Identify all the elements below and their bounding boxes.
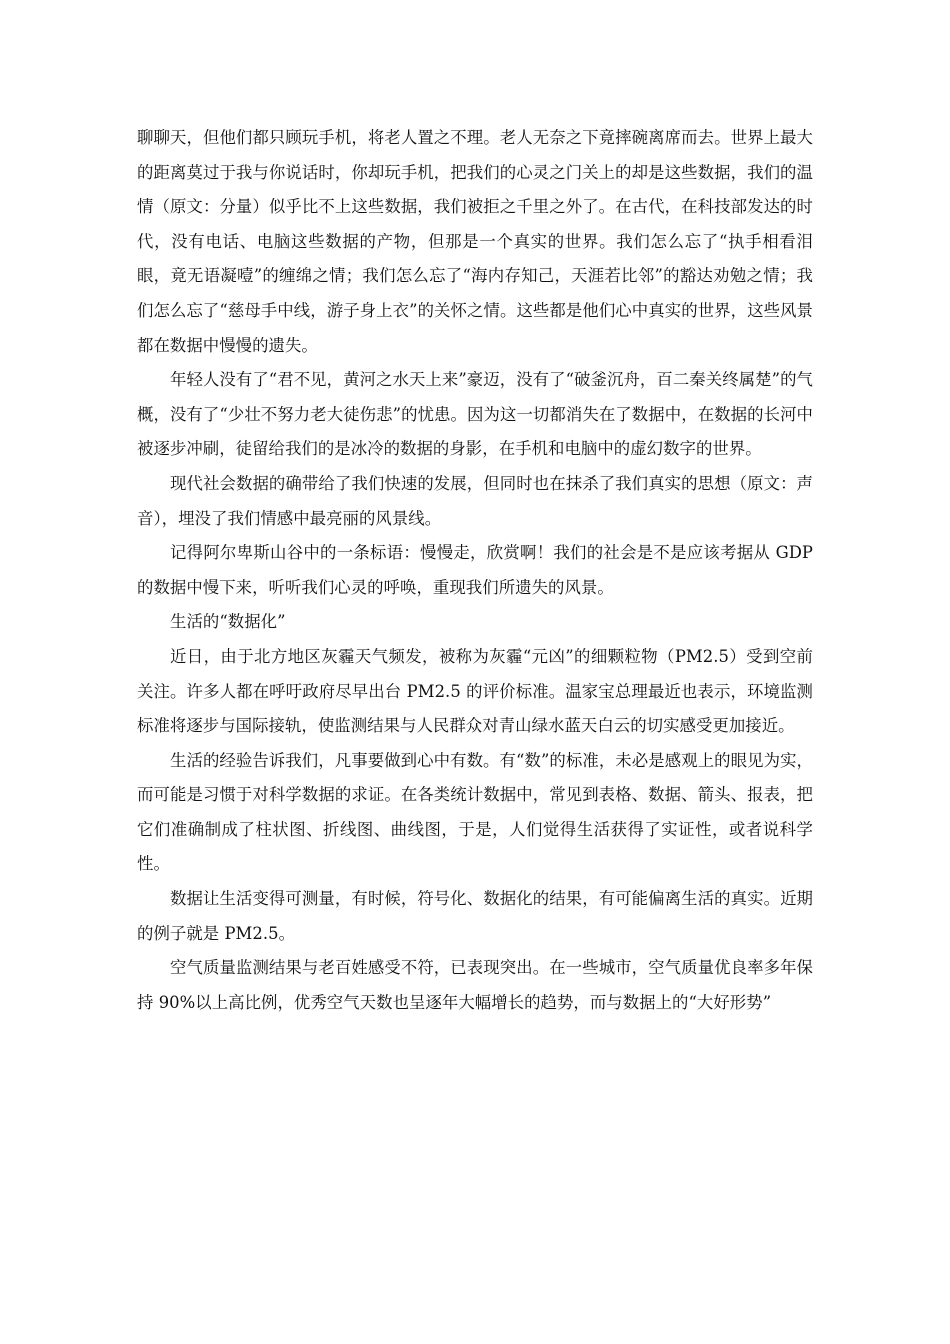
paragraph-6: 近日，由于北方地区灰霾天气频发，被称为灰霾“元凶”的细颗粒物（PM2.5）受到空前关注。许多人都在呼吁政府尽早出台 PM2.5 的评价标准。温家宝总理最近也表示，环境监测标准将逐步与国际接轨，使监测结果与人民群众对青山绿水蓝天白云的切实感受更加接近。 [137, 646, 813, 736]
paragraph-1: 聊聊天，但他们都只顾玩手机，将老人置之不理。老人无奈之下竟摔碗离席而去。世界上最大的距离莫过于我与你说话时，你却玩手机，把我们的心灵之门关上的却是这些数据，我们的温情（原文：分量）似乎比不上这些数据，我们被拒之千里之外了。在古代，在科技部发达的时代，没有电话、电脑这些数据的产物，但那是一个真实的世界。我们怎么忘了“执手相看泪眼，竟无语凝噎”的缠绵之情；我们怎么忘了“海内存知己，天涯若比邻”的豁达劝勉之情；我们怎么忘了“慈母手中线，游子身上衣”的关怀之情。这些都是他们心中真实的世界，这些风景都在数据中慢慢的遗失。 [137, 128, 813, 355]
paragraph-3: 现代社会数据的确带给了我们快速的发展，但同时也在抹杀了我们真实的思想（原文：声音），埋没了我们情感中最亮丽的风景线。 [137, 473, 813, 528]
paragraph-7: 生活的经验告诉我们，凡事要做到心中有数。有“数”的标准，未必是感观上的眼见为实，而可能是习惯于对科学数据的求证。在各类统计数据中，常见到表格、数据、箭头、报表，把它们准确制成了柱状图、折线图、曲线图，于是，人们觉得生活获得了实证性，或者说科学性。 [137, 750, 813, 874]
document-body [137, 121, 813, 1020]
section-heading: 生活的“数据化” [170, 612, 286, 632]
paragraph-4: 记得阿尔卑斯山谷中的一条标语：慢慢走，欣赏啊！我们的社会是不是应该考据从 GDP 的数据中慢下来，听听我们心灵的呼唤，重现我们所遗失的风景。 [137, 543, 813, 597]
paragraph-9: 空气质量监测结果与老百姓感受不符，已表现突出。在一些城市，空气质量优良率多年保持 90%以上高比例，优秀空气天数也呈逐年大幅增长的趋势，而与数据上的“大好形势” [137, 958, 813, 1012]
paragraph-8: 数据让生活变得可测量，有时候，符号化、数据化的结果，有可能偏离生活的真实。近期的例子就是 PM2.5。 [137, 889, 813, 943]
paragraph-2: 年轻人没有了“君不见，黄河之水天上来”豪迈，没有了“破釜沉舟，百二秦关终属楚”的气概，没有了“少壮不努力老大徒伤悲”的忧患。因为这一切都消失在了数据中，在数据的长河中被逐步冲刷，徒留给我们的是冰冷的数据的身影，在手机和电脑中的虚幻数字的世界。 [137, 370, 813, 459]
